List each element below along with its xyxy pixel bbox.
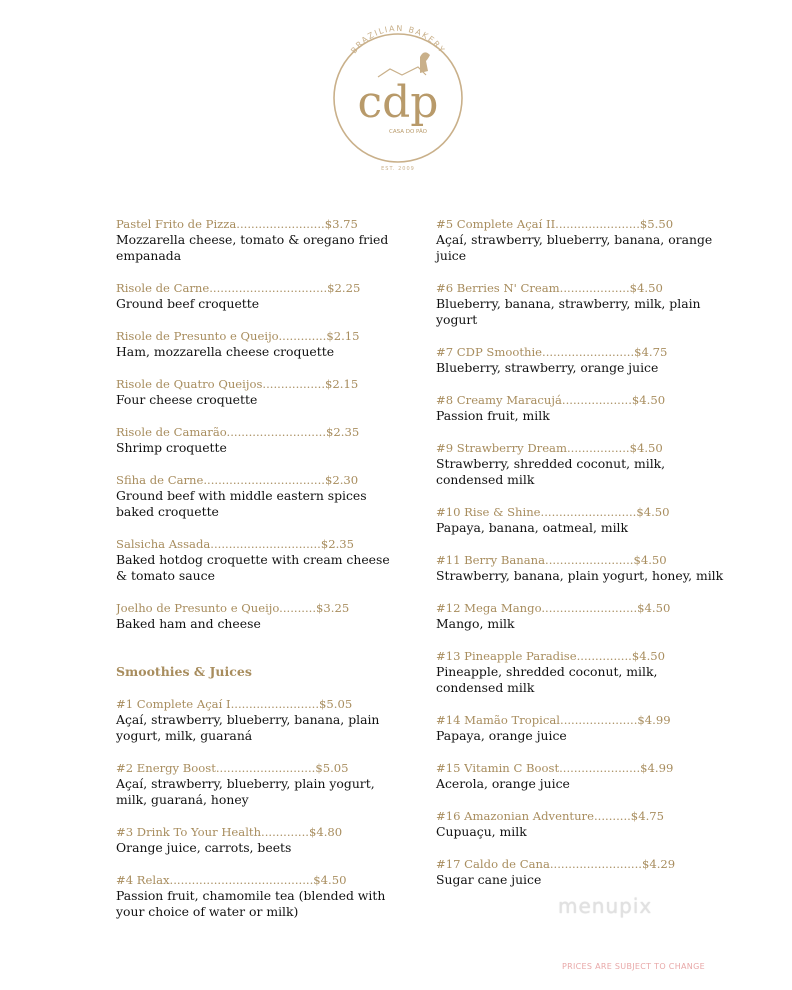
logo-subtitle: CASA DO PÃO xyxy=(389,129,427,135)
menu-item xyxy=(436,504,726,536)
menu-item-title-price: #14 Mamão Tropical.....................$4.99 xyxy=(436,713,671,727)
section-heading-smoothies: Smoothies & Juices xyxy=(116,664,252,679)
menu-item xyxy=(436,808,726,840)
menu-item-description: Passion fruit, chamomile tea (blended with your choice of water or milk) xyxy=(116,888,386,919)
menu-item-description: Ground beef with middle eastern spices baked croquette xyxy=(116,488,367,519)
bakery-logo xyxy=(330,5,466,175)
menu-item-title-price: #17 Caldo de Cana.........................$4.29 xyxy=(436,857,676,871)
menu-item-description: Four cheese croquette xyxy=(116,392,258,407)
menu-item xyxy=(436,280,726,328)
menu-item-title-price: #3 Drink To Your Health.............$4.80 xyxy=(116,825,343,839)
menu-item-description: Acerola, orange juice xyxy=(436,776,570,791)
menu-item-title-price: Risole de Presunto e Queijo.............$2.15 xyxy=(116,329,360,343)
menu-item-title-price: Sfiha de Carne.................................$2.30 xyxy=(116,473,359,487)
menu-item-description: Shrimp croquette xyxy=(116,440,227,455)
menu-item xyxy=(116,872,398,920)
menu-item xyxy=(436,712,726,744)
smoothie-items-list xyxy=(116,696,398,920)
menu-item-title-price: Risole de Carne................................$2.25 xyxy=(116,281,361,295)
menu-item-title-price: #9 Strawberry Dream.................$4.50 xyxy=(436,441,663,455)
menu-item xyxy=(116,760,398,808)
menu-left-column xyxy=(116,216,398,936)
menu-item-description: Baked ham and cheese xyxy=(116,616,261,631)
menu-item-title-price: #1 Complete Açaí I........................$5.05 xyxy=(116,697,353,711)
menu-item xyxy=(116,376,398,408)
rooster-icon xyxy=(420,52,430,73)
menu-item xyxy=(436,392,726,424)
menu-item-title-price: Salsicha Assada..............................$2.35 xyxy=(116,537,355,551)
menu-item-description: Strawberry, banana, plain yogurt, honey, milk xyxy=(436,568,724,583)
menu-right-column xyxy=(436,216,726,904)
menu-item-description: Ground beef croquette xyxy=(116,296,260,311)
menu-item xyxy=(116,696,398,744)
menu-item xyxy=(116,824,398,856)
menu-item-title-price: #6 Berries N' Cream...................$4.50 xyxy=(436,281,663,295)
menu-item-description: Cupuaçu, milk xyxy=(436,824,527,839)
menu-item-description: Papaya, banana, oatmeal, milk xyxy=(436,520,628,535)
menu-item-title-price: #16 Amazonian Adventure..........$4.75 xyxy=(436,809,665,823)
menupix-watermark: menupix xyxy=(558,894,653,918)
menu-item-description: Sugar cane juice xyxy=(436,872,542,887)
menu-item-title-price: #10 Rise & Shine..........................$4.50 xyxy=(436,505,670,519)
menu-item-title-price: #12 Mega Mango..........................$4.50 xyxy=(436,601,671,615)
menu-item-title-price: #7 CDP Smoothie.........................$4.75 xyxy=(436,345,668,359)
menu-item xyxy=(436,600,726,632)
menu-item xyxy=(436,856,726,888)
menu-item xyxy=(116,536,398,584)
menu-item-title-price: #5 Complete Açaí II.......................$5.50 xyxy=(436,217,674,231)
logo-est: EST. 2009 xyxy=(381,166,415,172)
savory-items-list xyxy=(116,216,398,632)
menu-item-description: Blueberry, banana, strawberry, milk, plain yogurt xyxy=(436,296,701,327)
menu-item-title-price: #2 Energy Boost...........................$5.05 xyxy=(116,761,349,775)
menu-item-description: Strawberry, shredded coconut, milk, condensed milk xyxy=(436,456,666,487)
logo-monogram: cdp xyxy=(357,77,439,128)
menu-item-description: Blueberry, strawberry, orange juice xyxy=(436,360,659,375)
menu-item-title-price: #13 Pineapple Paradise...............$4.50 xyxy=(436,649,666,663)
menu-item-title-price: Risole de Camarão...........................$2.35 xyxy=(116,425,360,439)
logo-emblem xyxy=(330,5,466,175)
menu-item xyxy=(116,216,398,264)
menu-item-description: Açaí, strawberry, blueberry, banana, plain yogurt, milk, guaraná xyxy=(116,712,380,743)
menu-item-description: Açaí, strawberry, blueberry, banana, orange juice xyxy=(436,232,713,263)
menu-item-description: Mango, milk xyxy=(436,616,515,631)
menu-item-description: Ham, mozzarella cheese croquette xyxy=(116,344,335,359)
menu-item-description: Mozzarella cheese, tomato & oregano fried empanada xyxy=(116,232,389,263)
menu-item-description: Baked hotdog croquette with cream cheese & tomato sauce xyxy=(116,552,390,583)
menu-item-description: Açaí, strawberry, blueberry, plain yogurt, milk, guaraná, honey xyxy=(116,776,375,807)
menu-item xyxy=(436,440,726,488)
menu-item-description: Orange juice, carrots, beets xyxy=(116,840,292,855)
menu-item-description: Pineapple, shredded coconut, milk, condensed milk xyxy=(436,664,658,695)
menu-item xyxy=(436,344,726,376)
menu-item-description: Papaya, orange juice xyxy=(436,728,567,743)
menu-item-description: Passion fruit, milk xyxy=(436,408,550,423)
menu-item xyxy=(116,424,398,456)
menu-item xyxy=(116,600,398,632)
menu-item-title-price: #15 Vitamin C Boost......................$4.99 xyxy=(436,761,674,775)
menu-item-title-price: Risole de Quatro Queijos.................$2.15 xyxy=(116,377,359,391)
menu-item xyxy=(436,648,726,696)
menu-item-title-price: Joelho de Presunto e Queijo..........$3.25 xyxy=(116,601,350,615)
menu-item-title-price: #8 Creamy Maracujá...................$4.50 xyxy=(436,393,666,407)
menu-item xyxy=(436,760,726,792)
smoothie-items-list-continued xyxy=(436,216,726,888)
menu-item-title-price: #4 Relax.......................................$4.50 xyxy=(116,873,347,887)
menu-item xyxy=(116,280,398,312)
menu-item-title-price: Pastel Frito de Pizza........................$3.75 xyxy=(116,217,358,231)
prices-disclaimer: PRICES ARE SUBJECT TO CHANGE xyxy=(562,962,705,971)
menu-item xyxy=(116,472,398,520)
logo-arc-text: BRAZILIAN BAKERY xyxy=(349,23,447,56)
menu-item-title-price: #11 Berry Banana........................$4.50 xyxy=(436,553,667,567)
menu-item xyxy=(116,328,398,360)
menu-item xyxy=(436,216,726,264)
menu-item xyxy=(436,552,726,584)
logo-roof xyxy=(378,67,426,77)
